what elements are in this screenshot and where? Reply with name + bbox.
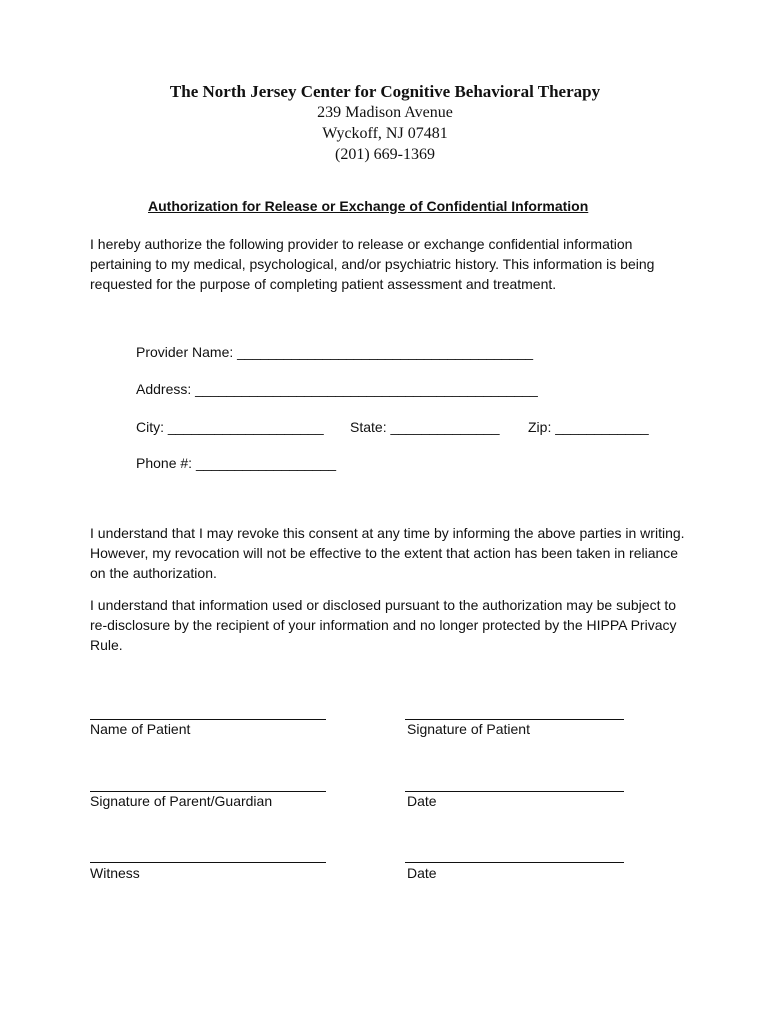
date-label-2: Date <box>407 865 437 881</box>
zip-field[interactable]: Zip: ____________ <box>528 419 649 435</box>
organization-name: The North Jersey Center for Cognitive Behavioral Therapy <box>169 82 601 101</box>
consent-paragraph-revoke: I understand that I may revoke this consent at any time by informing the above parties in writing. However, my revocation will not be effective to the extent that action has been taken in reliance on the authorization. <box>90 525 685 581</box>
form-title: Authorization for Release or Exchange of Confidential Information <box>148 198 589 214</box>
date-line-2[interactable] <box>405 862 624 863</box>
signature-of-parent-line[interactable] <box>90 791 326 792</box>
city-state-zip: Wyckoff, NJ 07481 <box>322 125 448 142</box>
consent-paragraph-redisclosure: I understand that information used or disclosed pursuant to the authorization may be subject to re-disclosure by the recipient of your information and no longer protected by the HIPPA Privacy Rule. <box>90 597 677 653</box>
witness-line[interactable] <box>90 862 326 863</box>
date-label-1: Date <box>407 793 437 809</box>
state-field[interactable]: State: ______________ <box>350 419 500 435</box>
signature-of-parent-label: Signature of Parent/Guardian <box>90 793 273 809</box>
provider-name-field[interactable]: Provider Name: ______________________________________ <box>136 344 534 360</box>
city-field[interactable]: City: ____________________ <box>136 419 324 435</box>
witness-label: Witness <box>90 865 140 881</box>
address-field[interactable]: Address: ____________________________________________ <box>136 381 538 397</box>
name-of-patient-line[interactable] <box>90 719 326 720</box>
signature-of-patient-line[interactable] <box>405 719 624 720</box>
street-address: 239 Madison Avenue <box>317 104 453 121</box>
name-of-patient-label: Name of Patient <box>90 721 191 737</box>
date-line-1[interactable] <box>405 791 624 792</box>
phone-field[interactable]: Phone #: __________________ <box>136 455 337 471</box>
signature-of-patient-label: Signature of Patient <box>407 721 530 737</box>
intro-paragraph: I hereby authorize the following provider to release or exchange confidential information pertaining to my medical, psychological, and/or psychiatric history. This information is being requested for the purpose of completing patient assessment and treatment. <box>90 236 655 292</box>
phone-number: (201) 669-1369 <box>335 146 435 163</box>
